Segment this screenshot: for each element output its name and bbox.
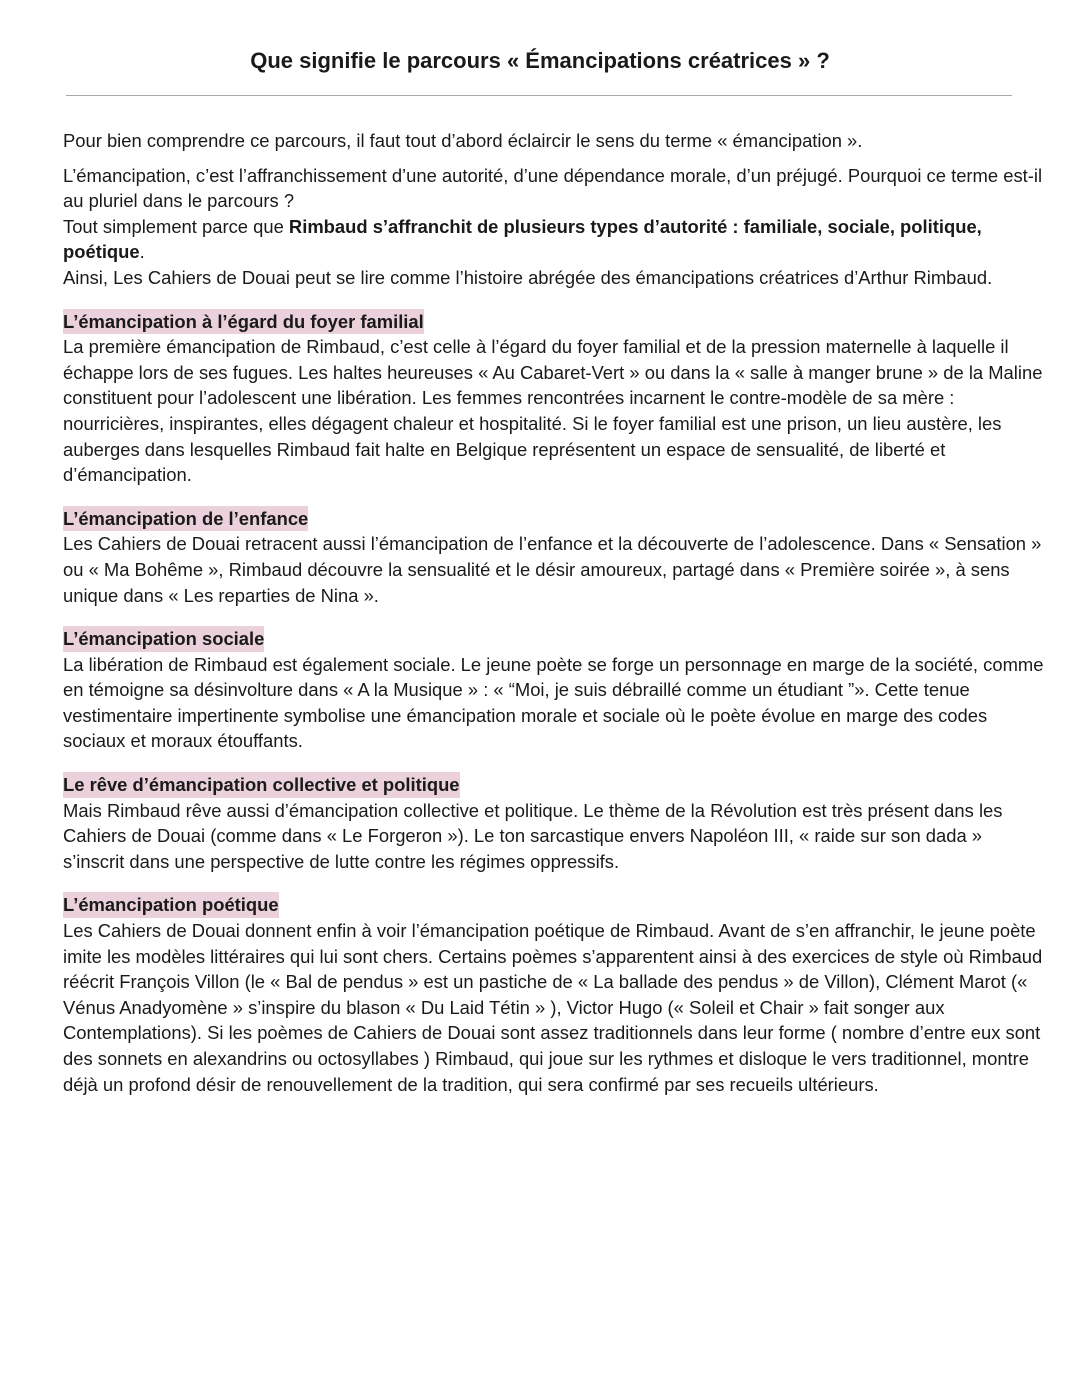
section-body: Les Cahiers de Douai donnent enfin à voir l’émancipation poétique de Rimbaud. Avant de s’en affranchir, le jeune poète imite les modèles littéraires qui lui sont chers. Certains poèmes s’apparentent ainsi à des exercices de style où Rimbaud réécrit François Villon (le « Bal de pendus » est un pastiche de « La ballade des pendus » de Villon), Clément Marot (« Vénus Anadyomène » s’inspire du blason « Du Laid Tétin » ), Victor Hugo (« Soleil et Chair » fait songer aux Contemplations). Si les poèmes de Cahiers de Douai sont assez traditionnels dans leur forme ( nombre d’entre eux sont des sonnets en alexandrins ou octosyllabes ) Rimbaud, qui joue sur les rythmes et disloque le vers traditionnel, montre déjà un profond désir de renouvellement de la tradition, qui sera confirmé par ses recueils ultérieurs. <box>63 920 1043 1095</box>
section-heading: Le rêve d’émancipation collective et politique <box>63 772 460 798</box>
section-foyer-familial <box>63 309 1048 488</box>
section-politique <box>63 772 1048 874</box>
page-title: Que signifie le parcours « Émancipations créatrices » ? <box>250 48 830 73</box>
intro-definition-block <box>63 163 1048 291</box>
document-body <box>63 128 1048 1115</box>
intro-definition-line: L’émancipation, c’est l’affranchissement d’une autorité, d’une dépendance morale, d’un préjugé. Pourquoi ce terme est-il au pluriel dans le parcours ? <box>63 164 1043 212</box>
section-sociale <box>63 626 1048 754</box>
section-heading: L’émancipation à l’égard du foyer familial <box>63 309 424 335</box>
intro-paragraph: Pour bien comprendre ce parcours, il faut tout d’abord éclaircir le sens du terme « émancipation ». <box>63 130 863 151</box>
title-divider <box>66 95 1012 96</box>
intro-conclusion-line: Ainsi, Les Cahiers de Douai peut se lire comme l’histoire abrégée des émancipations créatrices d’Arthur Rimbaud. <box>63 266 993 288</box>
section-heading: L’émancipation poétique <box>63 892 279 918</box>
section-body: Les Cahiers de Douai retracent aussi l’émancipation de l’enfance et la découverte de l’adolescence. Dans « Sensation » ou « Ma Bohême », Rimbaud découvre la sensualité et le désir amoureux, partagé dans « Première soirée », à sens unique dans « Les reparties de Nina ». <box>63 533 1042 606</box>
section-heading: L’émancipation de l’enfance <box>63 506 308 532</box>
section-body: La libération de Rimbaud est également sociale. Le jeune poète se forge un personnage en marge de la société, comme en témoigne sa désinvolture dans « A la Musique » : « “Moi, je suis débraillé comme un étudiant ”». Cette tenue vestimentaire impertinente symbolise une émancipation morale et sociale où le poète évolue en marge des codes sociaux et moraux étouffants. <box>63 653 1044 752</box>
intro-thesis-prefix: Tout simplement parce que <box>63 215 289 237</box>
section-enfance <box>63 506 1048 608</box>
section-poetique <box>63 892 1048 1097</box>
intro-thesis-bold: Rimbaud s’affranchit de plusieurs types d’autorité : familiale, sociale, politique, poétique <box>63 215 982 263</box>
intro-thesis-line <box>63 214 1048 265</box>
section-body: Mais Rimbaud rêve aussi d’émancipation collective et politique. Le thème de la Révolution est très présent dans les Cahiers de Douai (comme dans « Le Forgeron »). Le ton sarcastique envers Napoléon III, « raide sur son dada » s’inscrit dans une perspective de lutte contre les régimes oppressifs. <box>63 799 1003 872</box>
section-heading: L’émancipation sociale <box>63 626 264 652</box>
intro-thesis-suffix: . <box>139 241 145 263</box>
section-body: La première émancipation de Rimbaud, c’est celle à l’égard du foyer familial et de la pression maternelle à laquelle il échappe lors de ses fugues. Les haltes heureuses « Au Cabaret-Vert » ou dans la « salle à manger brune » de la Maline constituent pour l’adolescent une libération. Les femmes rencontrées incarnent le contre-modèle de sa mère : nourricières, inspirantes, elles dégagent chaleur et hospitalité. Si le foyer familial est une prison, un lieu austère, les auberges dans lesquelles Rimbaud fait halte en Belgique représentent un espace de sensualité, de liberté et d’émancipation. <box>63 336 1043 486</box>
